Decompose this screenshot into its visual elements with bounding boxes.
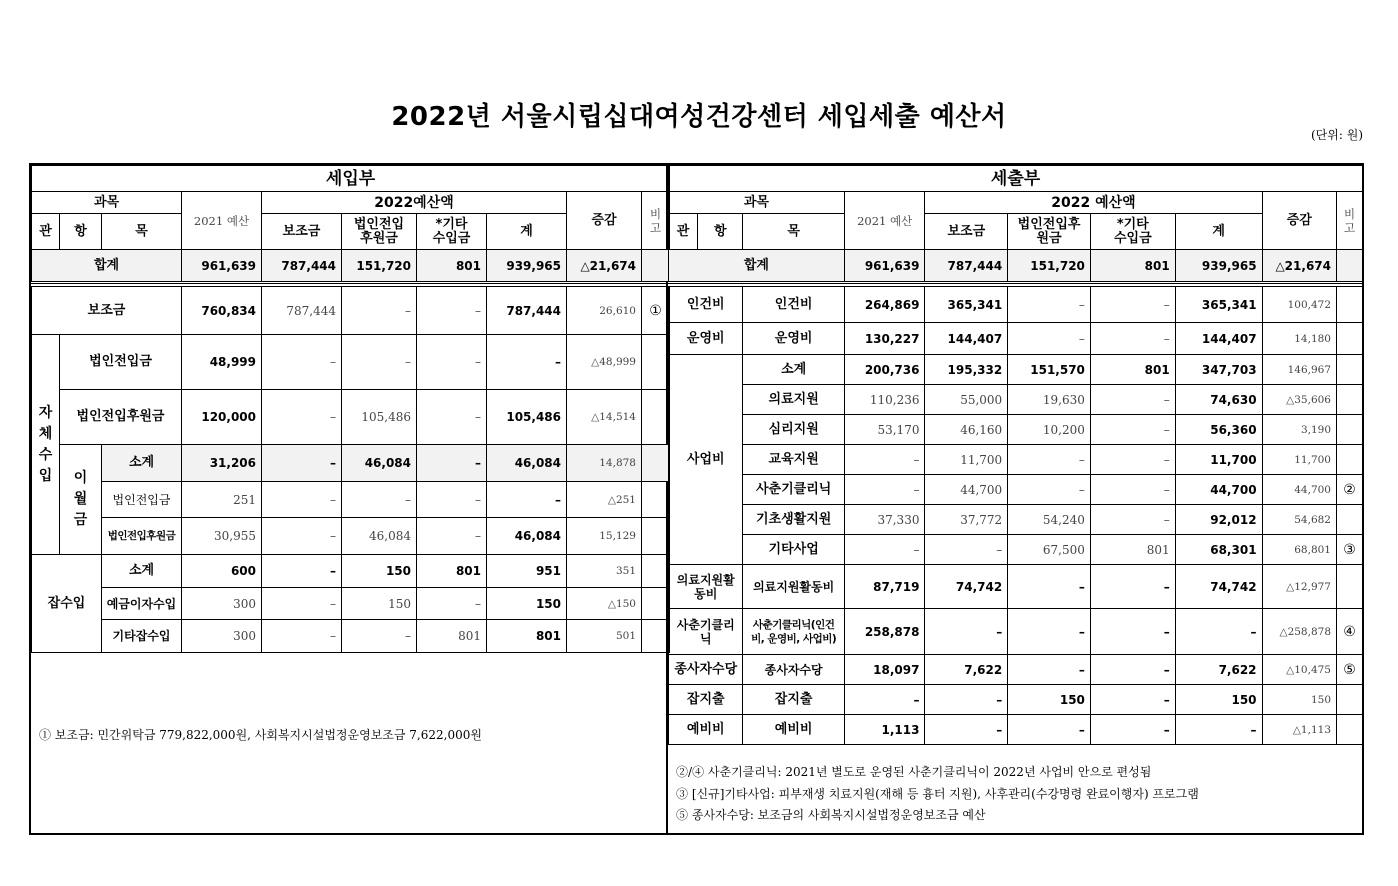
mok-label: 운영비 xyxy=(743,323,844,355)
expense-row xyxy=(669,609,1363,655)
cell: – xyxy=(1008,323,1091,355)
cell: 300 xyxy=(182,588,262,620)
cell: 37,330 xyxy=(844,505,925,535)
income-mok-header: 목 xyxy=(102,214,182,250)
cell: 150 xyxy=(1262,685,1336,715)
remark xyxy=(1337,355,1363,385)
expense-note-3: ③ [신규]기타사업: 피부재생 치료지원(재해 등 흉터 지원), 사후관리(수강명령 완료이행자) 프로그램 xyxy=(676,787,1199,801)
income-misc-other-row xyxy=(32,620,670,653)
cell: – xyxy=(925,715,1008,745)
expense-note-2-4: ②/④ 사춘기클리닉: 2021년 별도로 운영된 사춘기클리닉이 2022년 사업비 안으로 편성됨 xyxy=(676,765,1152,779)
cell: △12,977 xyxy=(1262,565,1336,609)
cell: 31,206 xyxy=(182,445,262,482)
income-subject-header: 과목 xyxy=(32,192,182,214)
cell: 150 xyxy=(1008,685,1091,715)
expense-row xyxy=(669,655,1363,685)
remark xyxy=(1337,415,1363,445)
expense-total-header: 계 xyxy=(1175,214,1262,250)
expense-row xyxy=(669,287,1363,323)
remark xyxy=(1337,505,1363,535)
remark-1: ① xyxy=(642,287,670,335)
cell: – xyxy=(844,535,925,565)
cell: 150 xyxy=(342,588,417,620)
cell: 46,084 xyxy=(487,518,567,555)
cell: – xyxy=(844,475,925,505)
page-title: 2022년 서울시립십대여성건강센터 세입세출 예산서 xyxy=(391,102,1007,132)
expense-other-header: *기타 수입금 xyxy=(1090,214,1175,250)
expense-remark-header: 비 고 xyxy=(1337,192,1363,250)
cell: – xyxy=(262,518,342,555)
cell: – xyxy=(262,620,342,653)
cell: – xyxy=(1090,415,1175,445)
cell: 258,878 xyxy=(844,609,925,655)
cell: △10,475 xyxy=(1262,655,1336,685)
cell: – xyxy=(487,482,567,518)
income-sum-row xyxy=(32,250,670,283)
expense-row xyxy=(669,475,1363,505)
cell: △1,113 xyxy=(1262,715,1336,745)
remark xyxy=(1337,565,1363,609)
cell: 30,955 xyxy=(182,518,262,555)
cell: 56,360 xyxy=(1175,415,1262,445)
cell: 74,742 xyxy=(925,565,1008,609)
income-section-title: 세입부 xyxy=(32,166,670,192)
remark xyxy=(1337,323,1363,355)
income-carry-sub-row xyxy=(32,445,670,482)
cell: – xyxy=(1175,609,1262,655)
cell: 801 xyxy=(417,620,487,653)
row-label: 기타잡수입 xyxy=(102,620,182,653)
cell: 105,486 xyxy=(342,390,417,445)
cell: 120,000 xyxy=(182,390,262,445)
cell xyxy=(642,518,670,555)
expense-subject-header: 과목 xyxy=(669,192,845,214)
cell: – xyxy=(262,555,342,588)
cell: 3,190 xyxy=(1262,415,1336,445)
income-corp-donation-row xyxy=(32,390,670,445)
cell: 151,570 xyxy=(1008,355,1091,385)
cell: – xyxy=(417,588,487,620)
cell: △251 xyxy=(567,482,642,518)
mok-label: 예비비 xyxy=(743,715,844,745)
cell: – xyxy=(487,335,567,390)
cell: – xyxy=(342,335,417,390)
row-label: 소계 xyxy=(102,555,182,588)
cell: △48,999 xyxy=(567,335,642,390)
cell: – xyxy=(1090,475,1175,505)
row-label: 법인전입후원금 xyxy=(102,518,182,555)
mok-label: 인건비 xyxy=(743,287,844,323)
remark-5: ⑤ xyxy=(1337,655,1363,685)
cell: – xyxy=(1008,655,1091,685)
cell: 46,084 xyxy=(342,445,417,482)
cell: 151,720 xyxy=(1008,250,1091,283)
cell: 951 xyxy=(487,555,567,588)
gwan-label: 운영비 xyxy=(669,323,743,355)
cell: – xyxy=(417,335,487,390)
expense-row xyxy=(669,505,1363,535)
cell: – xyxy=(417,390,487,445)
cell: 600 xyxy=(182,555,262,588)
cell: – xyxy=(417,518,487,555)
cell: 11,700 xyxy=(925,445,1008,475)
income-sum-label: 합계 xyxy=(32,250,182,283)
income-note: ① 보조금: 민간위탁금 779,822,000원, 사회복지시설법정운영보조금 7,622,000원 xyxy=(39,728,482,742)
cell: – xyxy=(342,287,417,335)
mok-label: 의료지원활동비 xyxy=(743,565,844,609)
cell xyxy=(642,390,670,445)
cell: 54,240 xyxy=(1008,505,1091,535)
cell: – xyxy=(925,535,1008,565)
cell: – xyxy=(342,482,417,518)
expense-row xyxy=(669,415,1363,445)
cell xyxy=(642,555,670,588)
cell: – xyxy=(262,445,342,482)
mok-label: 소계 xyxy=(743,355,844,385)
cell: 44,700 xyxy=(1175,475,1262,505)
cell: 54,682 xyxy=(1262,505,1336,535)
mok-label: 기타사업 xyxy=(743,535,844,565)
cell: 200,736 xyxy=(844,355,925,385)
carry-over-label: 이 월 금 xyxy=(60,445,102,555)
income-budget-header: 2022예산액 xyxy=(262,192,567,214)
cell: △21,674 xyxy=(1262,250,1336,283)
gwan-label: 종사자수당 xyxy=(669,655,743,685)
cell: 801 xyxy=(1090,250,1175,283)
cell: 801 xyxy=(487,620,567,653)
cell: – xyxy=(342,620,417,653)
cell: 144,407 xyxy=(925,323,1008,355)
gwan-label: 의료지원활동비 xyxy=(669,565,743,609)
expense-mok-header: 목 xyxy=(743,214,844,250)
cell: 144,407 xyxy=(1175,323,1262,355)
income-gwan-header: 관 xyxy=(32,214,60,250)
cell: 67,500 xyxy=(1008,535,1091,565)
income-prev-header: 2021 예산 xyxy=(182,192,262,250)
cell xyxy=(642,250,670,283)
expense-row xyxy=(669,355,1363,385)
cell: 26,610 xyxy=(567,287,642,335)
cell: 74,630 xyxy=(1175,385,1262,415)
gwan-label: 잡지출 xyxy=(669,685,743,715)
income-total-header: 계 xyxy=(487,214,567,250)
expense-prev-header: 2021 예산 xyxy=(844,192,925,250)
remark-4: ④ xyxy=(1337,609,1363,655)
income-remark-header: 비 고 xyxy=(642,192,670,250)
cell: – xyxy=(1090,385,1175,415)
row-label: 법인전입후원금 xyxy=(60,390,182,445)
cell: – xyxy=(1090,655,1175,685)
cell: – xyxy=(1008,565,1091,609)
cell: 55,000 xyxy=(925,385,1008,415)
expense-note-5: ⑤ 종사자수당: 보조금의 사회복지시설법정운영보조금 예산 xyxy=(676,808,986,822)
income-hang-header: 항 xyxy=(60,214,102,250)
expense-row xyxy=(669,715,1363,745)
cell: – xyxy=(1008,445,1091,475)
cell: – xyxy=(1008,715,1091,745)
remark xyxy=(1337,287,1363,323)
expense-section xyxy=(668,165,1362,833)
expense-budget-header: 2022 예산액 xyxy=(925,192,1262,214)
cell: 92,012 xyxy=(1175,505,1262,535)
cell: – xyxy=(262,588,342,620)
cell: 939,965 xyxy=(1175,250,1262,283)
income-change-header: 증감 xyxy=(567,192,642,250)
cell: – xyxy=(844,445,925,475)
self-income-label: 자 체 수 입 xyxy=(32,335,60,555)
cell: – xyxy=(262,482,342,518)
income-subsidy-row xyxy=(32,287,670,335)
cell: 87,719 xyxy=(844,565,925,609)
cell: 11,700 xyxy=(1175,445,1262,475)
cell: 10,200 xyxy=(1008,415,1091,445)
cell: – xyxy=(1008,609,1091,655)
cell: 365,341 xyxy=(925,287,1008,323)
mok-label: 기초생활지원 xyxy=(743,505,844,535)
unit-label: (단위: 원) xyxy=(1311,128,1363,142)
cell: 100,472 xyxy=(1262,287,1336,323)
expense-subsidy-header: 보조금 xyxy=(925,214,1008,250)
expense-row xyxy=(669,565,1363,609)
cell: 939,965 xyxy=(487,250,567,283)
cell: 7,622 xyxy=(925,655,1008,685)
cell: △258,878 xyxy=(1262,609,1336,655)
cell: 14,878 xyxy=(567,445,642,482)
row-label: 예금이자수입 xyxy=(102,588,182,620)
income-carry-donation-row xyxy=(32,518,670,555)
cell: △14,514 xyxy=(567,390,642,445)
cell: 150 xyxy=(487,588,567,620)
expense-sum-row xyxy=(669,250,1363,283)
cell: – xyxy=(1090,323,1175,355)
cell: 74,742 xyxy=(1175,565,1262,609)
expense-corp-header: 법인전입후 원금 xyxy=(1008,214,1091,250)
income-corp-transfer-row xyxy=(32,335,670,390)
cell: – xyxy=(1090,715,1175,745)
mok-label: 사춘기클리닉 xyxy=(743,475,844,505)
cell: 37,772 xyxy=(925,505,1008,535)
cell: 501 xyxy=(567,620,642,653)
cell: – xyxy=(1090,445,1175,475)
cell: 11,700 xyxy=(1262,445,1336,475)
cell: 53,170 xyxy=(844,415,925,445)
expense-section-title: 세출부 xyxy=(669,166,1363,192)
cell: 801 xyxy=(1090,535,1175,565)
misc-income-label: 잡수입 xyxy=(32,555,102,653)
income-subsidy-header: 보조금 xyxy=(262,214,342,250)
expense-row xyxy=(669,685,1363,715)
mok-label: 사춘기클리닉(인건 비, 운영비, 사업비) xyxy=(743,609,844,655)
cell: 787,444 xyxy=(262,250,342,283)
cell: – xyxy=(1008,475,1091,505)
cell: 961,639 xyxy=(182,250,262,283)
cell: 300 xyxy=(182,620,262,653)
mok-label: 잡지출 xyxy=(743,685,844,715)
row-label: 법인전입금 xyxy=(102,482,182,518)
cell: 44,700 xyxy=(1262,475,1336,505)
cell: 46,084 xyxy=(342,518,417,555)
cell: 110,236 xyxy=(844,385,925,415)
cell: 365,341 xyxy=(1175,287,1262,323)
gwan-label: 예비비 xyxy=(669,715,743,745)
cell: – xyxy=(1090,287,1175,323)
cell: 150 xyxy=(342,555,417,588)
mok-label: 의료지원 xyxy=(743,385,844,415)
cell: – xyxy=(925,609,1008,655)
cell: 150 xyxy=(1175,685,1262,715)
mok-label: 종사자수당 xyxy=(743,655,844,685)
remark-2: ② xyxy=(1337,475,1363,505)
cell: – xyxy=(417,482,487,518)
expense-row xyxy=(669,385,1363,415)
cell: 251 xyxy=(182,482,262,518)
cell: 961,639 xyxy=(844,250,925,283)
expense-row xyxy=(669,445,1363,475)
row-label: 법인전입금 xyxy=(60,335,182,390)
cell: △21,674 xyxy=(567,250,642,283)
cell: 48,999 xyxy=(182,335,262,390)
cell: 68,301 xyxy=(1175,535,1262,565)
cell: 15,129 xyxy=(567,518,642,555)
expense-row xyxy=(669,323,1363,355)
cell: 19,630 xyxy=(1008,385,1091,415)
income-table xyxy=(31,165,670,653)
expense-change-header: 증감 xyxy=(1262,192,1336,250)
cell: 760,834 xyxy=(182,287,262,335)
budget-frame xyxy=(29,163,1364,835)
cell: – xyxy=(417,287,487,335)
mok-label: 심리지원 xyxy=(743,415,844,445)
cell: 264,869 xyxy=(844,287,925,323)
cell: 68,801 xyxy=(1262,535,1336,565)
cell: 151,720 xyxy=(342,250,417,283)
expense-row xyxy=(669,535,1363,565)
cell: 787,444 xyxy=(262,287,342,335)
remark xyxy=(1337,445,1363,475)
remark xyxy=(1337,715,1363,745)
cell: 787,444 xyxy=(925,250,1008,283)
cell: 787,444 xyxy=(487,287,567,335)
cell: – xyxy=(262,390,342,445)
cell: 195,332 xyxy=(925,355,1008,385)
income-section xyxy=(31,165,668,833)
cell: – xyxy=(1090,609,1175,655)
cell: △150 xyxy=(567,588,642,620)
cell: 1,113 xyxy=(844,715,925,745)
expense-gwan-header: 관 xyxy=(669,214,698,250)
cell: 146,967 xyxy=(1262,355,1336,385)
gwan-label: 사춘기클리닉 xyxy=(669,609,743,655)
cell: – xyxy=(925,685,1008,715)
cell: 130,227 xyxy=(844,323,925,355)
cell: 347,703 xyxy=(1175,355,1262,385)
cell: – xyxy=(262,335,342,390)
cell xyxy=(642,482,670,518)
cell: 18,097 xyxy=(844,655,925,685)
cell: 801 xyxy=(417,555,487,588)
cell xyxy=(642,620,670,653)
income-misc-interest-row xyxy=(32,588,670,620)
cell: – xyxy=(844,685,925,715)
cell: △35,606 xyxy=(1262,385,1336,415)
income-misc-sub-row xyxy=(32,555,670,588)
cell: – xyxy=(1090,505,1175,535)
expense-table xyxy=(668,165,1363,745)
gwan-label: 사업비 xyxy=(669,355,743,565)
remark xyxy=(1337,385,1363,415)
row-label: 소계 xyxy=(102,445,182,482)
cell: 105,486 xyxy=(487,390,567,445)
income-corp-header: 법인전입 후원금 xyxy=(342,214,417,250)
cell: 801 xyxy=(1090,355,1175,385)
cell: 801 xyxy=(417,250,487,283)
cell: – xyxy=(1008,287,1091,323)
remark xyxy=(1337,685,1363,715)
cell: – xyxy=(1090,685,1175,715)
cell: – xyxy=(1175,715,1262,745)
cell: 46,160 xyxy=(925,415,1008,445)
gwan-label: 인건비 xyxy=(669,287,743,323)
cell xyxy=(642,445,670,482)
cell: – xyxy=(417,445,487,482)
cell: 7,622 xyxy=(1175,655,1262,685)
remark-3: ③ xyxy=(1337,535,1363,565)
cell xyxy=(1337,250,1363,283)
expense-hang-header: 항 xyxy=(698,214,743,250)
cell: 351 xyxy=(567,555,642,588)
income-other-header: *기타 수입금 xyxy=(417,214,487,250)
cell: 46,084 xyxy=(487,445,567,482)
row-label: 보조금 xyxy=(32,287,182,335)
cell xyxy=(642,335,670,390)
cell xyxy=(642,588,670,620)
cell: 44,700 xyxy=(925,475,1008,505)
mok-label: 교육지원 xyxy=(743,445,844,475)
income-carry-transfer-row xyxy=(32,482,670,518)
cell: 14,180 xyxy=(1262,323,1336,355)
expense-sum-label: 합계 xyxy=(669,250,845,283)
cell: – xyxy=(1090,565,1175,609)
